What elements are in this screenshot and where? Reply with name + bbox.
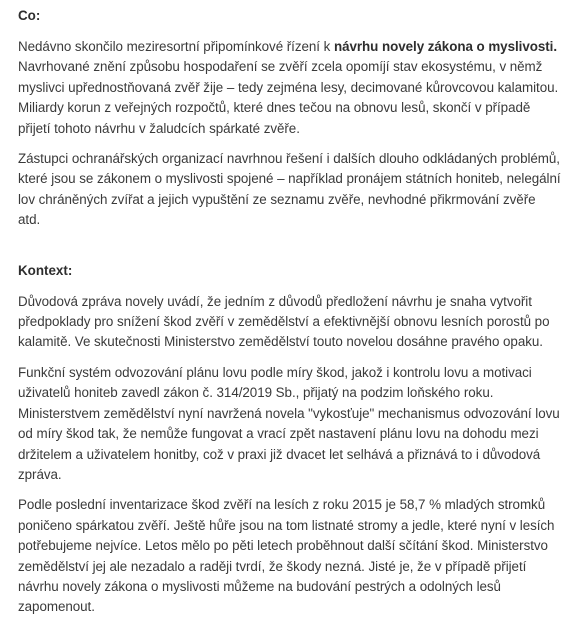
paragraph-co-1-intro: Nedávno skončilo meziresortní připomínkové řízení k [18, 39, 334, 54]
paragraph-co-1 [18, 37, 561, 139]
section-heading-co: Co: [18, 8, 41, 23]
paragraph-kontext-1: Důvodová zpráva novely uvádí, že jedním z důvodů předložení návrhu je snaha vytvořit předpoklady pro snížení škod zvěří v zemědělství a efektivnější obnovu lesních porostů po kalamitě. Ve skutečnosti Ministerstvo zemědělství touto novelou dosáhne pravého opaku. [18, 293, 550, 350]
section-heading-kontext: Kontext: [18, 262, 73, 278]
paragraph-kontext-2: Funkční systém odvozování plánu lovu podle míry škod, jakož i kontrolu lovu a motivaci uživatelů honiteb zavedl zákon č. 314/2019 Sb., přijatý na podzim loňského roku. Ministerstvem zemědělství nyní navržená novela "vykosťuje" mechanismus odvozování lovu od míry škod tak, že nemůže fungovat a vrací zpět nastavení plánu lovu na dohodu mezi držitelem a uživatelem honitby, což v praxi již dvacet let selhává a přiznává to i důvodová zpráva. [18, 364, 560, 482]
paragraph-co-1-body: Navrhované znění způsobu hospodaření se zvěří zcela opomíjí stav ekosystému, v němž myslivci upřednostňovaná zvěř žije – tedy zejména lesy, decimované kůrovcovou kalamitou. Miliardy korun z veřejných rozpočtů, které dnes tečou na obnovu lesů, skončí v případě přijetí tohoto návrhu v žaludcích spárkaté zvěře. [18, 59, 559, 136]
bold-phrase-novela: návrhu novely zákona o myslivosti. [333, 39, 557, 54]
paragraph-kontext-3: Podle poslední inventarizace škod zvěří na lesích z roku 2015 je 58,7 % mladých stromků poničeno spárkatou zvěří. Ještě hůře jsou na tom listnaté stromy a jedle, které nyní v lesích potřebujeme nejvíce. Letos mělo po pěti letech proběhnout další sčítání škod. Ministerstvo zemědělství jej ale nezadalo a raději tvrdí, že škody nezná. Jisté je, že v případě přijetí návrhu novely zákona o myslivosti můžeme na budování pestrých a odolných lesů zapomenout. [18, 497, 555, 615]
paragraph-co-2: Zástupci ochranářských organizací navrhnou řešení i dalších dlouho odkládaných problémů, které jsou se zákonem o myslivosti spojené – například pronájem státních honiteb, nelegální lov chráněných zvířat a jejich vypuštění ze seznamu zvěře, nevhodné přikrmování zvěře atd. [18, 151, 561, 228]
